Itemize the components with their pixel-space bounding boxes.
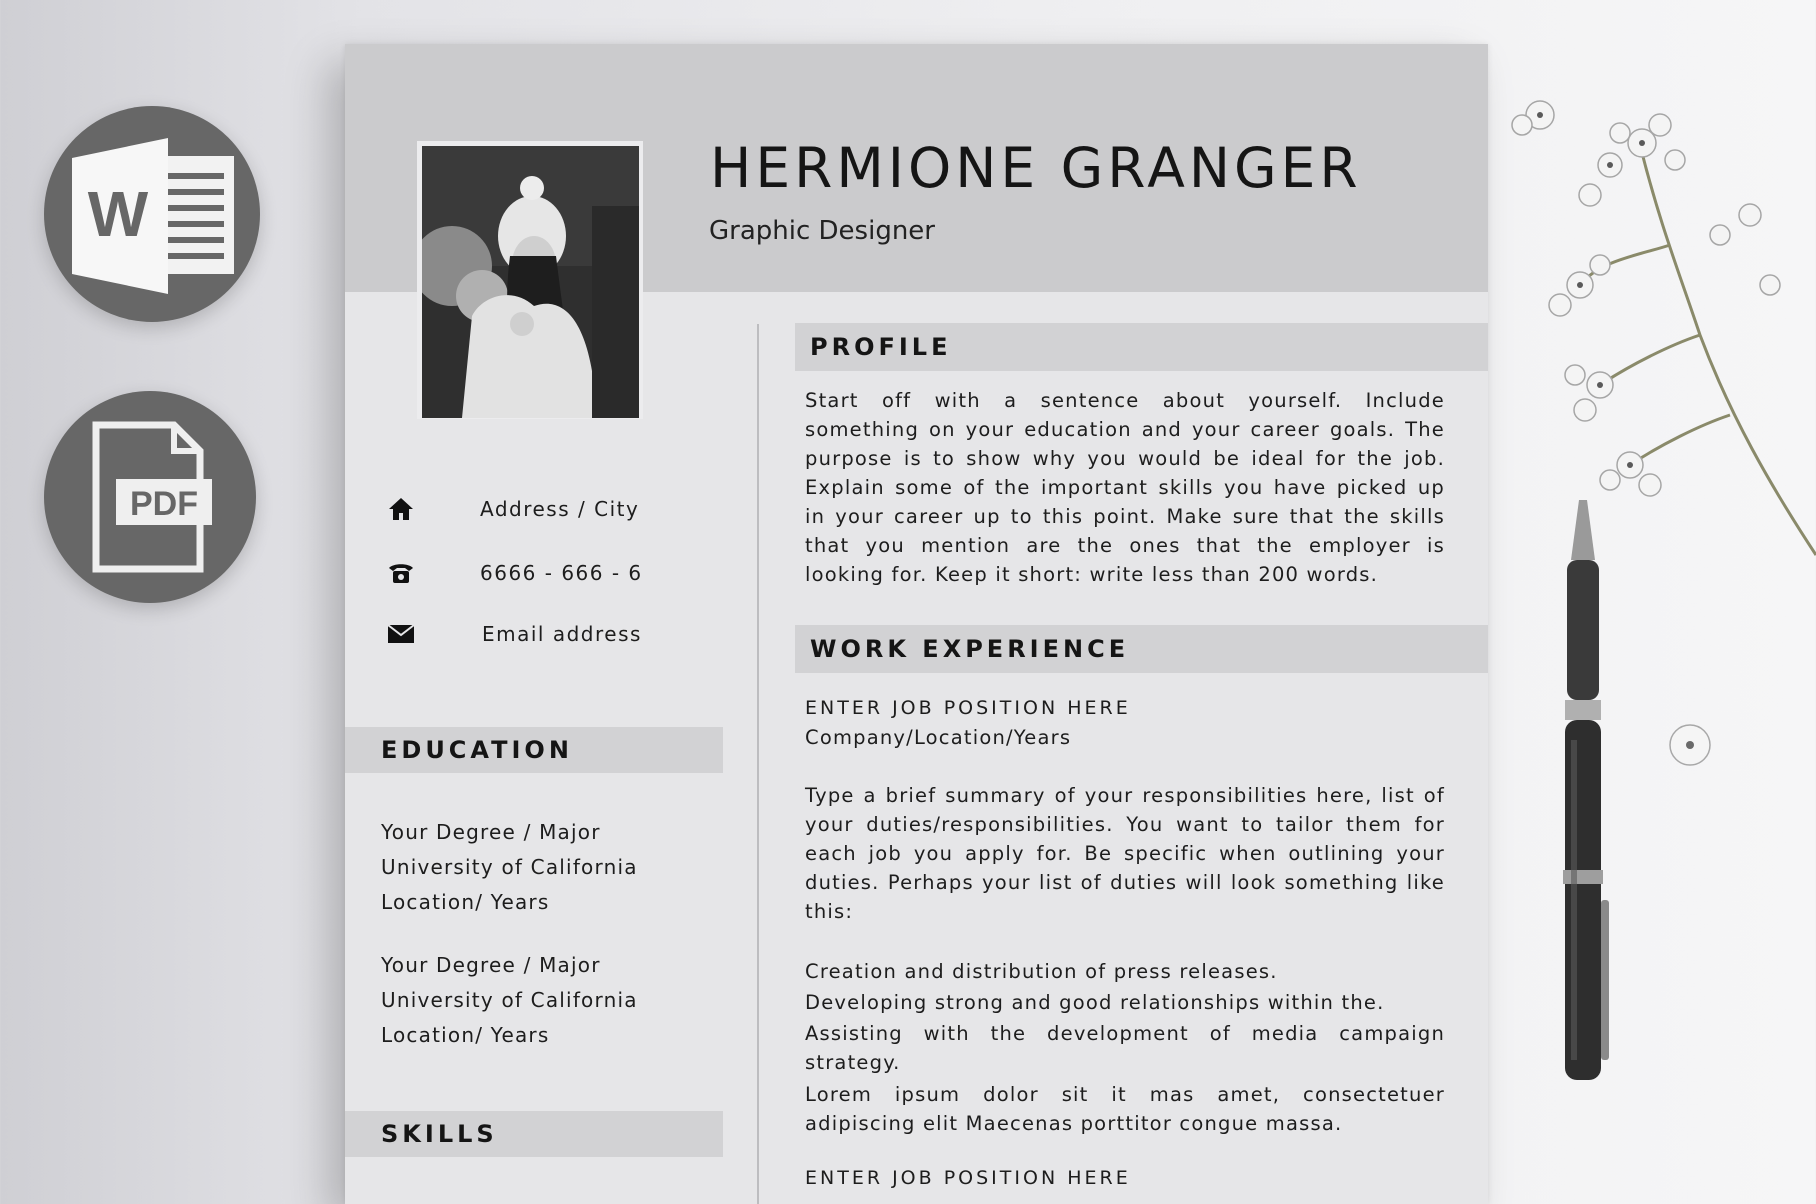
- education-school-2: University of California: [381, 988, 638, 1012]
- job-position-2: ENTER JOB POSITION HERE: [805, 1167, 1131, 1189]
- job-duty-3: Assisting with the development of media campaign strategy.: [805, 1022, 1445, 1074]
- contact-email-text: Email address: [482, 622, 642, 646]
- resume-page: [345, 44, 1488, 1204]
- profile-photo: [422, 146, 639, 418]
- skills-heading: SKILLS: [381, 1120, 498, 1148]
- fountain-pen-decoration: [1545, 500, 1625, 1120]
- job-duty-4: Lorem ipsum dolor sit it mas amet, consectetuer adipiscing elit Maecenas porttitor congue massa.: [805, 1083, 1445, 1135]
- education-degree-1: Your Degree / Major: [381, 820, 601, 844]
- job-duty-2: Developing strong and good relationships within the.: [805, 991, 1385, 1014]
- home-icon: [385, 493, 417, 525]
- job-company-1: Company/Location/Years: [805, 726, 1072, 749]
- candidate-title: Graphic Designer: [709, 216, 935, 246]
- contact-phone: [385, 553, 715, 593]
- pdf-format-badge: [44, 391, 256, 603]
- education-details-2: Location/ Years: [381, 1023, 550, 1047]
- profile-section-header: [795, 323, 1488, 371]
- profile-heading: PROFILE: [810, 333, 952, 361]
- small-flower-decoration: [1660, 715, 1720, 775]
- education-degree-2: Your Degree / Major: [381, 953, 601, 977]
- pdf-label: PDF: [130, 485, 198, 523]
- work-experience-heading: WORK EXPERIENCE: [810, 635, 1130, 663]
- skills-section-header: [345, 1111, 723, 1157]
- profile-text: Start off with a sentence about yourself. Include something on your education and your career goals. The purpose is to show why you would be ideal for the job. Explain some of the important skills you have picked up in your career up to this point. Make sure that the skills that you mention are the ones that the employer is looking for. Keep it short: write less than 200 words.: [805, 389, 1445, 586]
- job-position-1: ENTER JOB POSITION HERE: [805, 697, 1131, 719]
- word-letter: W: [87, 178, 149, 250]
- word-format-badge: [44, 106, 260, 322]
- education-heading: EDUCATION: [381, 736, 573, 764]
- contact-address: [385, 489, 715, 529]
- education-school-1: University of California: [381, 855, 638, 879]
- contact-phone-text: 6666 - 666 - 6: [480, 561, 643, 585]
- candidate-name: HERMIONE GRANGER: [710, 136, 1362, 200]
- work-experience-section-header: [795, 625, 1488, 673]
- contact-address-text: Address / City: [480, 497, 640, 521]
- word-doc-icon: [44, 106, 260, 322]
- education-details-1: Location/ Years: [381, 890, 550, 914]
- column-divider: [757, 324, 759, 1204]
- contact-email: [385, 614, 715, 654]
- phone-icon: [385, 557, 417, 589]
- pdf-doc-icon: [44, 391, 256, 603]
- education-section-header: [345, 727, 723, 773]
- job-summary-1: Type a brief summary of your responsibilities here, list of your duties/responsibilities. You want to tailor them for each job you apply for. Be specific when outlining your duties. Perhaps your list of duties will look something like this:: [805, 784, 1445, 923]
- mail-icon: [385, 618, 417, 650]
- job-duty-1: Creation and distribution of press releases.: [805, 960, 1278, 983]
